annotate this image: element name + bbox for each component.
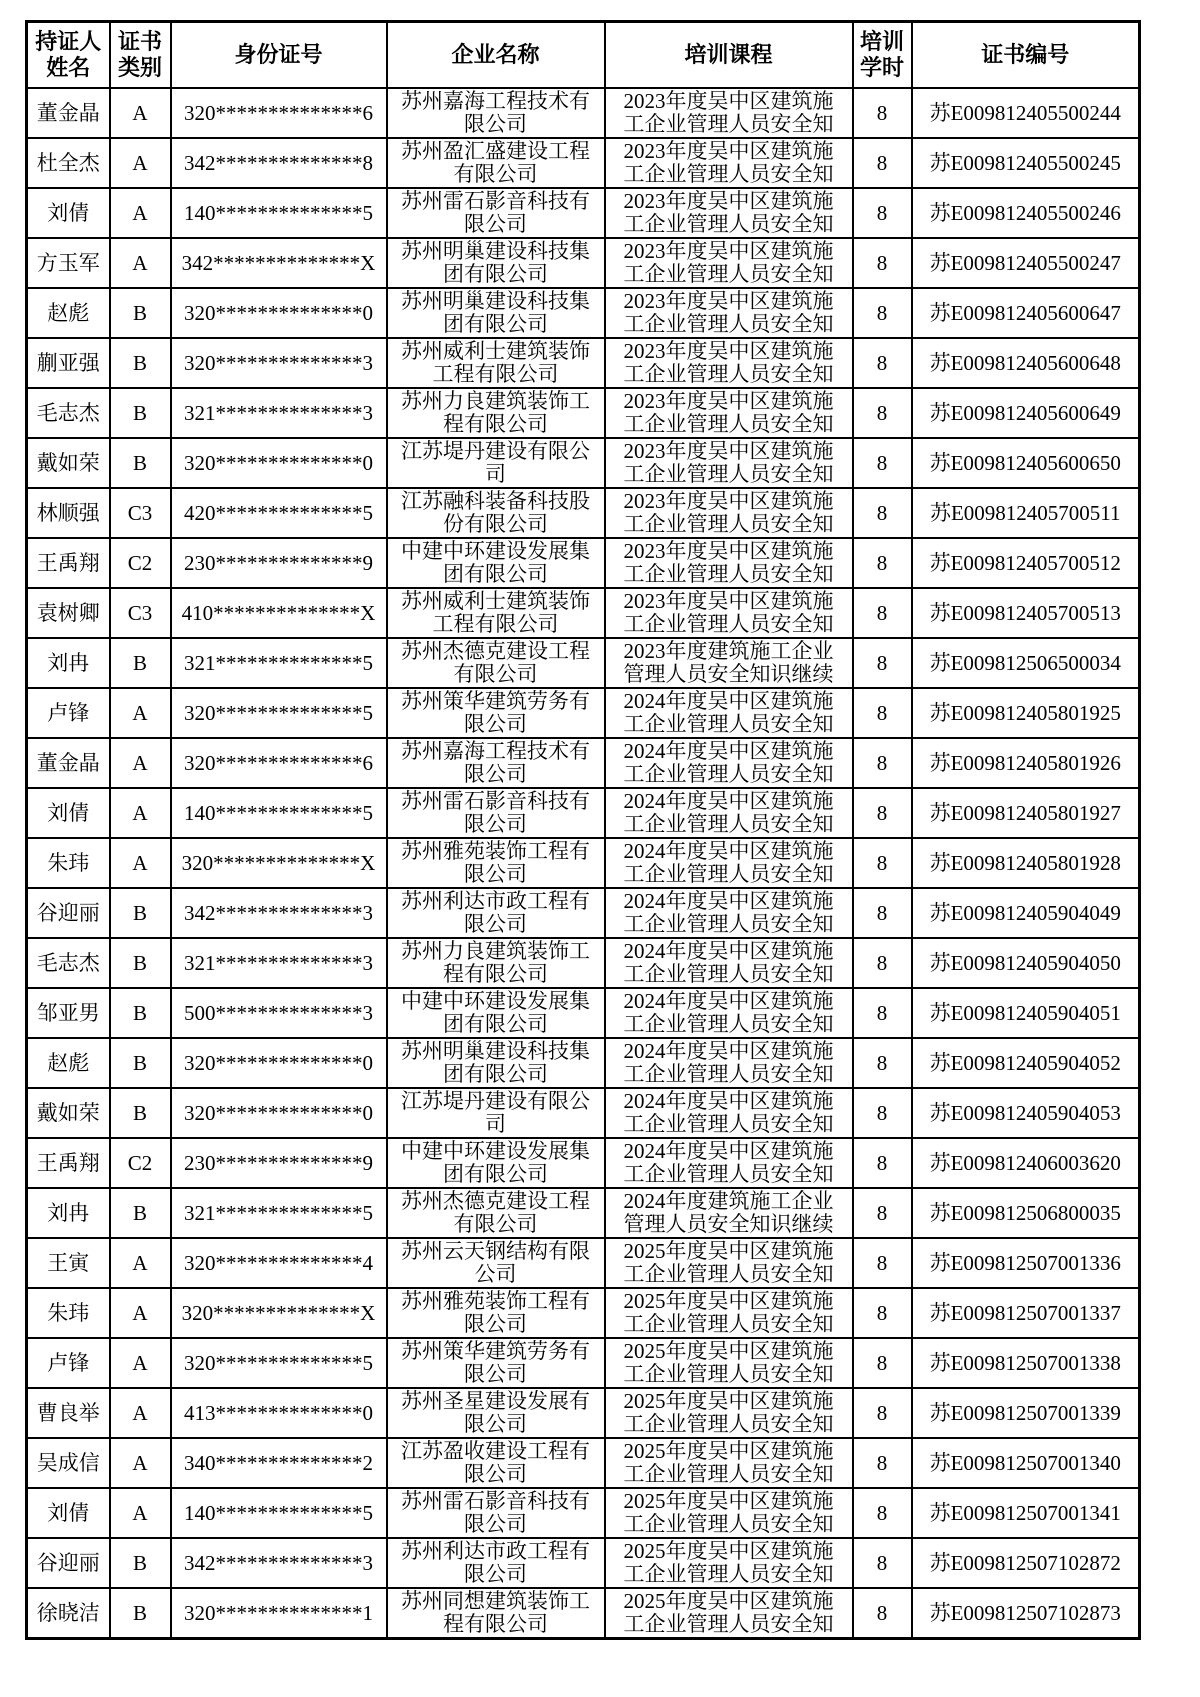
- cell-company-name: 苏州杰德克建设工程有限公司: [387, 1188, 605, 1238]
- cell-cert-type: A: [110, 838, 171, 888]
- cell-cert-number: 苏E009812405500244: [912, 88, 1140, 138]
- cell-company-name: 苏州杰德克建设工程有限公司: [387, 638, 605, 688]
- cell-hours: 8: [853, 1138, 912, 1188]
- cell-id-number: 320**************0: [171, 1088, 387, 1138]
- cell-course: 2025年度吴中区建筑施工企业管理人员安全知: [605, 1538, 853, 1588]
- table-row: [27, 1338, 1140, 1388]
- cell-holder-name: 谷迎丽: [27, 888, 110, 938]
- header-cert-type: 证书类别: [110, 22, 171, 89]
- cell-course: 2024年度吴中区建筑施工企业管理人员安全知: [605, 788, 853, 838]
- cell-company-name: 苏州威利士建筑装饰工程有限公司: [387, 338, 605, 388]
- cell-company-name: 苏州力良建筑装饰工程有限公司: [387, 388, 605, 438]
- cell-hours: 8: [853, 1188, 912, 1238]
- cell-id-number: 342**************3: [171, 888, 387, 938]
- cell-holder-name: 毛志杰: [27, 388, 110, 438]
- cell-company-name: 中建中环建设发展集团有限公司: [387, 988, 605, 1038]
- cell-company-name: 苏州利达市政工程有限公司: [387, 888, 605, 938]
- cell-hours: 8: [853, 338, 912, 388]
- cell-holder-name: 刘冉: [27, 638, 110, 688]
- cell-holder-name: 谷迎丽: [27, 1538, 110, 1588]
- cell-holder-name: 朱玮: [27, 838, 110, 888]
- cell-course: 2024年度建筑施工企业管理人员安全知识继续: [605, 1188, 853, 1238]
- cell-cert-number: 苏E009812405600649: [912, 388, 1140, 438]
- cell-cert-type: B: [110, 1088, 171, 1138]
- cell-cert-type: B: [110, 1588, 171, 1639]
- cell-cert-type: B: [110, 338, 171, 388]
- cell-id-number: 320**************0: [171, 288, 387, 338]
- cell-hours: 8: [853, 838, 912, 888]
- cell-cert-type: A: [110, 138, 171, 188]
- cell-cert-number: 苏E009812405700513: [912, 588, 1140, 638]
- cell-cert-number: 苏E009812405600648: [912, 338, 1140, 388]
- cell-hours: 8: [853, 1288, 912, 1338]
- cell-id-number: 320**************5: [171, 688, 387, 738]
- cell-holder-name: 徐晓洁: [27, 1588, 110, 1639]
- header-course: 培训课程: [605, 22, 853, 89]
- cell-cert-type: B: [110, 988, 171, 1038]
- cell-cert-number: 苏E009812507001341: [912, 1488, 1140, 1538]
- cell-cert-number: 苏E009812406003620: [912, 1138, 1140, 1188]
- cell-holder-name: 方玉军: [27, 238, 110, 288]
- cell-cert-type: C2: [110, 1138, 171, 1188]
- cell-cert-number: 苏E009812405904053: [912, 1088, 1140, 1138]
- cell-hours: 8: [853, 1388, 912, 1438]
- cell-holder-name: 卢锋: [27, 1338, 110, 1388]
- cell-company-name: 苏州云天钢结构有限公司: [387, 1238, 605, 1288]
- cell-id-number: 140**************5: [171, 1488, 387, 1538]
- cell-holder-name: 刘倩: [27, 788, 110, 838]
- table-row: [27, 138, 1140, 188]
- cell-course: 2023年度吴中区建筑施工企业管理人员安全知: [605, 438, 853, 488]
- cell-id-number: 320**************6: [171, 738, 387, 788]
- cell-company-name: 苏州利达市政工程有限公司: [387, 1538, 605, 1588]
- table-row: [27, 838, 1140, 888]
- cell-holder-name: 刘倩: [27, 1488, 110, 1538]
- cell-cert-type: A: [110, 88, 171, 138]
- table-row: [27, 488, 1140, 538]
- cell-hours: 8: [853, 1088, 912, 1138]
- cell-id-number: 342**************3: [171, 1538, 387, 1588]
- cell-id-number: 321**************3: [171, 388, 387, 438]
- cell-cert-number: 苏E009812405801927: [912, 788, 1140, 838]
- table-row: [27, 588, 1140, 638]
- cell-cert-number: 苏E009812506800035: [912, 1188, 1140, 1238]
- cell-cert-type: B: [110, 388, 171, 438]
- cell-course: 2023年度吴中区建筑施工企业管理人员安全知: [605, 188, 853, 238]
- cell-course: 2023年度吴中区建筑施工企业管理人员安全知: [605, 588, 853, 638]
- cell-id-number: 342**************X: [171, 238, 387, 288]
- cell-course: 2024年度吴中区建筑施工企业管理人员安全知: [605, 738, 853, 788]
- table-row: [27, 188, 1140, 238]
- cell-course: 2024年度吴中区建筑施工企业管理人员安全知: [605, 838, 853, 888]
- cell-cert-type: B: [110, 288, 171, 338]
- cell-holder-name: 吴成信: [27, 1438, 110, 1488]
- cell-id-number: 500**************3: [171, 988, 387, 1038]
- table-row: [27, 1188, 1140, 1238]
- cell-company-name: 苏州力良建筑装饰工程有限公司: [387, 938, 605, 988]
- cell-id-number: 320**************X: [171, 1288, 387, 1338]
- cell-hours: 8: [853, 1238, 912, 1288]
- cell-course: 2024年度吴中区建筑施工企业管理人员安全知: [605, 1038, 853, 1088]
- cell-hours: 8: [853, 288, 912, 338]
- cell-course: 2024年度吴中区建筑施工企业管理人员安全知: [605, 1138, 853, 1188]
- cell-cert-type: A: [110, 1288, 171, 1338]
- cell-id-number: 320**************1: [171, 1588, 387, 1639]
- cell-id-number: 321**************5: [171, 1188, 387, 1238]
- cell-company-name: 江苏融科装备科技股份有限公司: [387, 488, 605, 538]
- cell-cert-number: 苏E009812405700512: [912, 538, 1140, 588]
- cell-course: 2025年度吴中区建筑施工企业管理人员安全知: [605, 1438, 853, 1488]
- cell-hours: 8: [853, 788, 912, 838]
- table-row: [27, 538, 1140, 588]
- cell-course: 2023年度吴中区建筑施工企业管理人员安全知: [605, 238, 853, 288]
- cell-id-number: 320**************3: [171, 338, 387, 388]
- table-row: [27, 388, 1140, 438]
- cell-hours: 8: [853, 388, 912, 438]
- cell-hours: 8: [853, 188, 912, 238]
- cell-hours: 8: [853, 488, 912, 538]
- cell-cert-type: C3: [110, 488, 171, 538]
- cell-cert-number: 苏E009812507001339: [912, 1388, 1140, 1438]
- table-row: [27, 1538, 1140, 1588]
- header-holder-name: 持证人姓名: [27, 22, 110, 89]
- cell-id-number: 321**************3: [171, 938, 387, 988]
- cell-id-number: 420**************5: [171, 488, 387, 538]
- cell-company-name: 苏州策华建筑劳务有限公司: [387, 688, 605, 738]
- table-row: [27, 1038, 1140, 1088]
- table-row: [27, 438, 1140, 488]
- cell-hours: 8: [853, 738, 912, 788]
- cell-course: 2024年度吴中区建筑施工企业管理人员安全知: [605, 688, 853, 738]
- cell-cert-type: B: [110, 1188, 171, 1238]
- table-row: [27, 788, 1140, 838]
- cell-hours: 8: [853, 538, 912, 588]
- cell-holder-name: 赵彪: [27, 288, 110, 338]
- cell-holder-name: 刘倩: [27, 188, 110, 238]
- cell-cert-type: A: [110, 1488, 171, 1538]
- cell-cert-number: 苏E009812405904050: [912, 938, 1140, 988]
- cell-hours: 8: [853, 988, 912, 1038]
- cell-cert-number: 苏E009812507001338: [912, 1338, 1140, 1388]
- cell-id-number: 340**************2: [171, 1438, 387, 1488]
- cell-course: 2025年度吴中区建筑施工企业管理人员安全知: [605, 1388, 853, 1438]
- cell-course: 2025年度吴中区建筑施工企业管理人员安全知: [605, 1288, 853, 1338]
- table-row: [27, 1088, 1140, 1138]
- cell-cert-number: 苏E009812507001337: [912, 1288, 1140, 1338]
- cell-cert-type: B: [110, 638, 171, 688]
- cell-company-name: 苏州嘉海工程技术有限公司: [387, 738, 605, 788]
- cell-course: 2023年度吴中区建筑施工企业管理人员安全知: [605, 488, 853, 538]
- table-row: [27, 738, 1140, 788]
- cell-holder-name: 杜全杰: [27, 138, 110, 188]
- header-id-number: 身份证号: [171, 22, 387, 89]
- cell-company-name: 江苏堤丹建设有限公司: [387, 438, 605, 488]
- cell-hours: 8: [853, 1538, 912, 1588]
- table-row: [27, 1438, 1140, 1488]
- table-header-row: [27, 22, 1140, 89]
- cell-company-name: 江苏盈收建设工程有限公司: [387, 1438, 605, 1488]
- cell-id-number: 410**************X: [171, 588, 387, 638]
- table-row: [27, 938, 1140, 988]
- cell-cert-number: 苏E009812405904052: [912, 1038, 1140, 1088]
- cell-hours: 8: [853, 888, 912, 938]
- cell-course: 2024年度吴中区建筑施工企业管理人员安全知: [605, 888, 853, 938]
- cell-cert-number: 苏E009812405500245: [912, 138, 1140, 188]
- cell-cert-number: 苏E009812405500247: [912, 238, 1140, 288]
- cell-cert-type: B: [110, 938, 171, 988]
- cell-company-name: 苏州圣星建设发展有限公司: [387, 1388, 605, 1438]
- cell-company-name: 苏州策华建筑劳务有限公司: [387, 1338, 605, 1388]
- cell-company-name: 苏州明巢建设科技集团有限公司: [387, 238, 605, 288]
- cell-holder-name: 毛志杰: [27, 938, 110, 988]
- cell-id-number: 413**************0: [171, 1388, 387, 1438]
- cell-company-name: 苏州明巢建设科技集团有限公司: [387, 1038, 605, 1088]
- cell-hours: 8: [853, 238, 912, 288]
- cell-holder-name: 赵彪: [27, 1038, 110, 1088]
- cell-company-name: 苏州盈汇盛建设工程有限公司: [387, 138, 605, 188]
- cell-holder-name: 邹亚男: [27, 988, 110, 1038]
- cell-cert-number: 苏E009812506500034: [912, 638, 1140, 688]
- table-row: [27, 888, 1140, 938]
- cell-company-name: 苏州明巢建设科技集团有限公司: [387, 288, 605, 338]
- cell-company-name: 苏州嘉海工程技术有限公司: [387, 88, 605, 138]
- cell-company-name: 中建中环建设发展集团有限公司: [387, 538, 605, 588]
- cell-cert-number: 苏E009812507001336: [912, 1238, 1140, 1288]
- cell-holder-name: 袁树卿: [27, 588, 110, 638]
- cell-id-number: 320**************0: [171, 438, 387, 488]
- cell-course: 2023年度吴中区建筑施工企业管理人员安全知: [605, 88, 853, 138]
- table-row: [27, 1138, 1140, 1188]
- cell-company-name: 苏州雷石影音科技有限公司: [387, 788, 605, 838]
- cell-course: 2025年度吴中区建筑施工企业管理人员安全知: [605, 1588, 853, 1639]
- cell-id-number: 320**************X: [171, 838, 387, 888]
- cell-id-number: 230**************9: [171, 1138, 387, 1188]
- cell-cert-type: C3: [110, 588, 171, 638]
- cell-cert-type: B: [110, 1538, 171, 1588]
- header-company-name: 企业名称: [387, 22, 605, 89]
- cell-cert-type: A: [110, 1388, 171, 1438]
- cell-id-number: 342**************8: [171, 138, 387, 188]
- cell-company-name: 苏州同想建筑装饰工程有限公司: [387, 1588, 605, 1639]
- cell-holder-name: 朱玮: [27, 1288, 110, 1338]
- cell-cert-type: A: [110, 1438, 171, 1488]
- table-row: [27, 1388, 1140, 1438]
- table-row: [27, 638, 1140, 688]
- cell-course: 2023年度吴中区建筑施工企业管理人员安全知: [605, 538, 853, 588]
- cell-holder-name: 王禹翔: [27, 1138, 110, 1188]
- cell-hours: 8: [853, 138, 912, 188]
- cell-cert-type: A: [110, 688, 171, 738]
- table-row: [27, 1238, 1140, 1288]
- cell-course: 2025年度吴中区建筑施工企业管理人员安全知: [605, 1488, 853, 1538]
- cell-holder-name: 戴如荣: [27, 1088, 110, 1138]
- cell-company-name: 苏州雅苑装饰工程有限公司: [387, 838, 605, 888]
- cell-hours: 8: [853, 638, 912, 688]
- cell-id-number: 140**************5: [171, 788, 387, 838]
- cell-hours: 8: [853, 688, 912, 738]
- cell-course: 2025年度吴中区建筑施工企业管理人员安全知: [605, 1338, 853, 1388]
- cell-hours: 8: [853, 1488, 912, 1538]
- cell-course: 2023年度吴中区建筑施工企业管理人员安全知: [605, 138, 853, 188]
- cell-holder-name: 戴如荣: [27, 438, 110, 488]
- cell-holder-name: 曹良举: [27, 1388, 110, 1438]
- cell-cert-number: 苏E009812507102872: [912, 1538, 1140, 1588]
- cell-cert-type: A: [110, 788, 171, 838]
- cell-id-number: 320**************6: [171, 88, 387, 138]
- cell-company-name: 中建中环建设发展集团有限公司: [387, 1138, 605, 1188]
- cell-id-number: 320**************5: [171, 1338, 387, 1388]
- cell-company-name: 苏州雅苑装饰工程有限公司: [387, 1288, 605, 1338]
- table-row: [27, 688, 1140, 738]
- cell-course: 2023年度吴中区建筑施工企业管理人员安全知: [605, 338, 853, 388]
- cell-hours: 8: [853, 88, 912, 138]
- table-row: [27, 88, 1140, 138]
- table-row: [27, 1488, 1140, 1538]
- table-row: [27, 1588, 1140, 1639]
- cell-company-name: 苏州雷石影音科技有限公司: [387, 188, 605, 238]
- cell-company-name: 苏州威利士建筑装饰工程有限公司: [387, 588, 605, 638]
- cell-cert-number: 苏E009812405500246: [912, 188, 1140, 238]
- cell-cert-number: 苏E009812507001340: [912, 1438, 1140, 1488]
- cell-course: 2023年度吴中区建筑施工企业管理人员安全知: [605, 288, 853, 338]
- cell-cert-type: A: [110, 188, 171, 238]
- cell-hours: 8: [853, 1588, 912, 1639]
- table-row: [27, 988, 1140, 1038]
- cell-holder-name: 刘冉: [27, 1188, 110, 1238]
- cell-holder-name: 王禹翔: [27, 538, 110, 588]
- cell-id-number: 320**************4: [171, 1238, 387, 1288]
- cell-hours: 8: [853, 1438, 912, 1488]
- cell-id-number: 140**************5: [171, 188, 387, 238]
- cell-cert-number: 苏E009812405801925: [912, 688, 1140, 738]
- cell-cert-type: A: [110, 1238, 171, 1288]
- cell-holder-name: 董金晶: [27, 738, 110, 788]
- cell-cert-type: B: [110, 888, 171, 938]
- cell-cert-type: C2: [110, 538, 171, 588]
- cell-cert-number: 苏E009812405600650: [912, 438, 1140, 488]
- header-cert-number: 证书编号: [912, 22, 1140, 89]
- cell-cert-number: 苏E009812405801926: [912, 738, 1140, 788]
- cell-cert-number: 苏E009812405700511: [912, 488, 1140, 538]
- cell-cert-number: 苏E009812507102873: [912, 1588, 1140, 1639]
- cell-hours: 8: [853, 438, 912, 488]
- cell-cert-number: 苏E009812405801928: [912, 838, 1140, 888]
- table-row: [27, 338, 1140, 388]
- cell-course: 2023年度建筑施工企业管理人员安全知识继续: [605, 638, 853, 688]
- cell-cert-type: A: [110, 238, 171, 288]
- cell-holder-name: 林顺强: [27, 488, 110, 538]
- cell-company-name: 苏州雷石影音科技有限公司: [387, 1488, 605, 1538]
- cell-id-number: 230**************9: [171, 538, 387, 588]
- table-row: [27, 1288, 1140, 1338]
- cell-holder-name: 王寅: [27, 1238, 110, 1288]
- cell-cert-type: B: [110, 1038, 171, 1088]
- cell-course: 2024年度吴中区建筑施工企业管理人员安全知: [605, 1088, 853, 1138]
- cell-course: 2023年度吴中区建筑施工企业管理人员安全知: [605, 388, 853, 438]
- cell-cert-number: 苏E009812405904051: [912, 988, 1140, 1038]
- cell-cert-number: 苏E009812405904049: [912, 888, 1140, 938]
- cell-id-number: 320**************0: [171, 1038, 387, 1088]
- cell-hours: 8: [853, 1038, 912, 1088]
- cell-cert-type: A: [110, 1338, 171, 1388]
- cell-hours: 8: [853, 938, 912, 988]
- cell-hours: 8: [853, 1338, 912, 1388]
- table-row: [27, 238, 1140, 288]
- header-hours: 培训学时: [853, 22, 912, 89]
- cell-course: 2025年度吴中区建筑施工企业管理人员安全知: [605, 1238, 853, 1288]
- cell-holder-name: 卢锋: [27, 688, 110, 738]
- cell-cert-type: A: [110, 738, 171, 788]
- cell-holder-name: 蒯亚强: [27, 338, 110, 388]
- training-certificates-table: [25, 20, 1141, 1640]
- cell-id-number: 321**************5: [171, 638, 387, 688]
- cell-holder-name: 董金晶: [27, 88, 110, 138]
- cell-course: 2024年度吴中区建筑施工企业管理人员安全知: [605, 988, 853, 1038]
- cell-cert-number: 苏E009812405600647: [912, 288, 1140, 338]
- table-row: [27, 288, 1140, 338]
- cell-hours: 8: [853, 588, 912, 638]
- cell-cert-type: B: [110, 438, 171, 488]
- cell-course: 2024年度吴中区建筑施工企业管理人员安全知: [605, 938, 853, 988]
- cell-company-name: 江苏堤丹建设有限公司: [387, 1088, 605, 1138]
